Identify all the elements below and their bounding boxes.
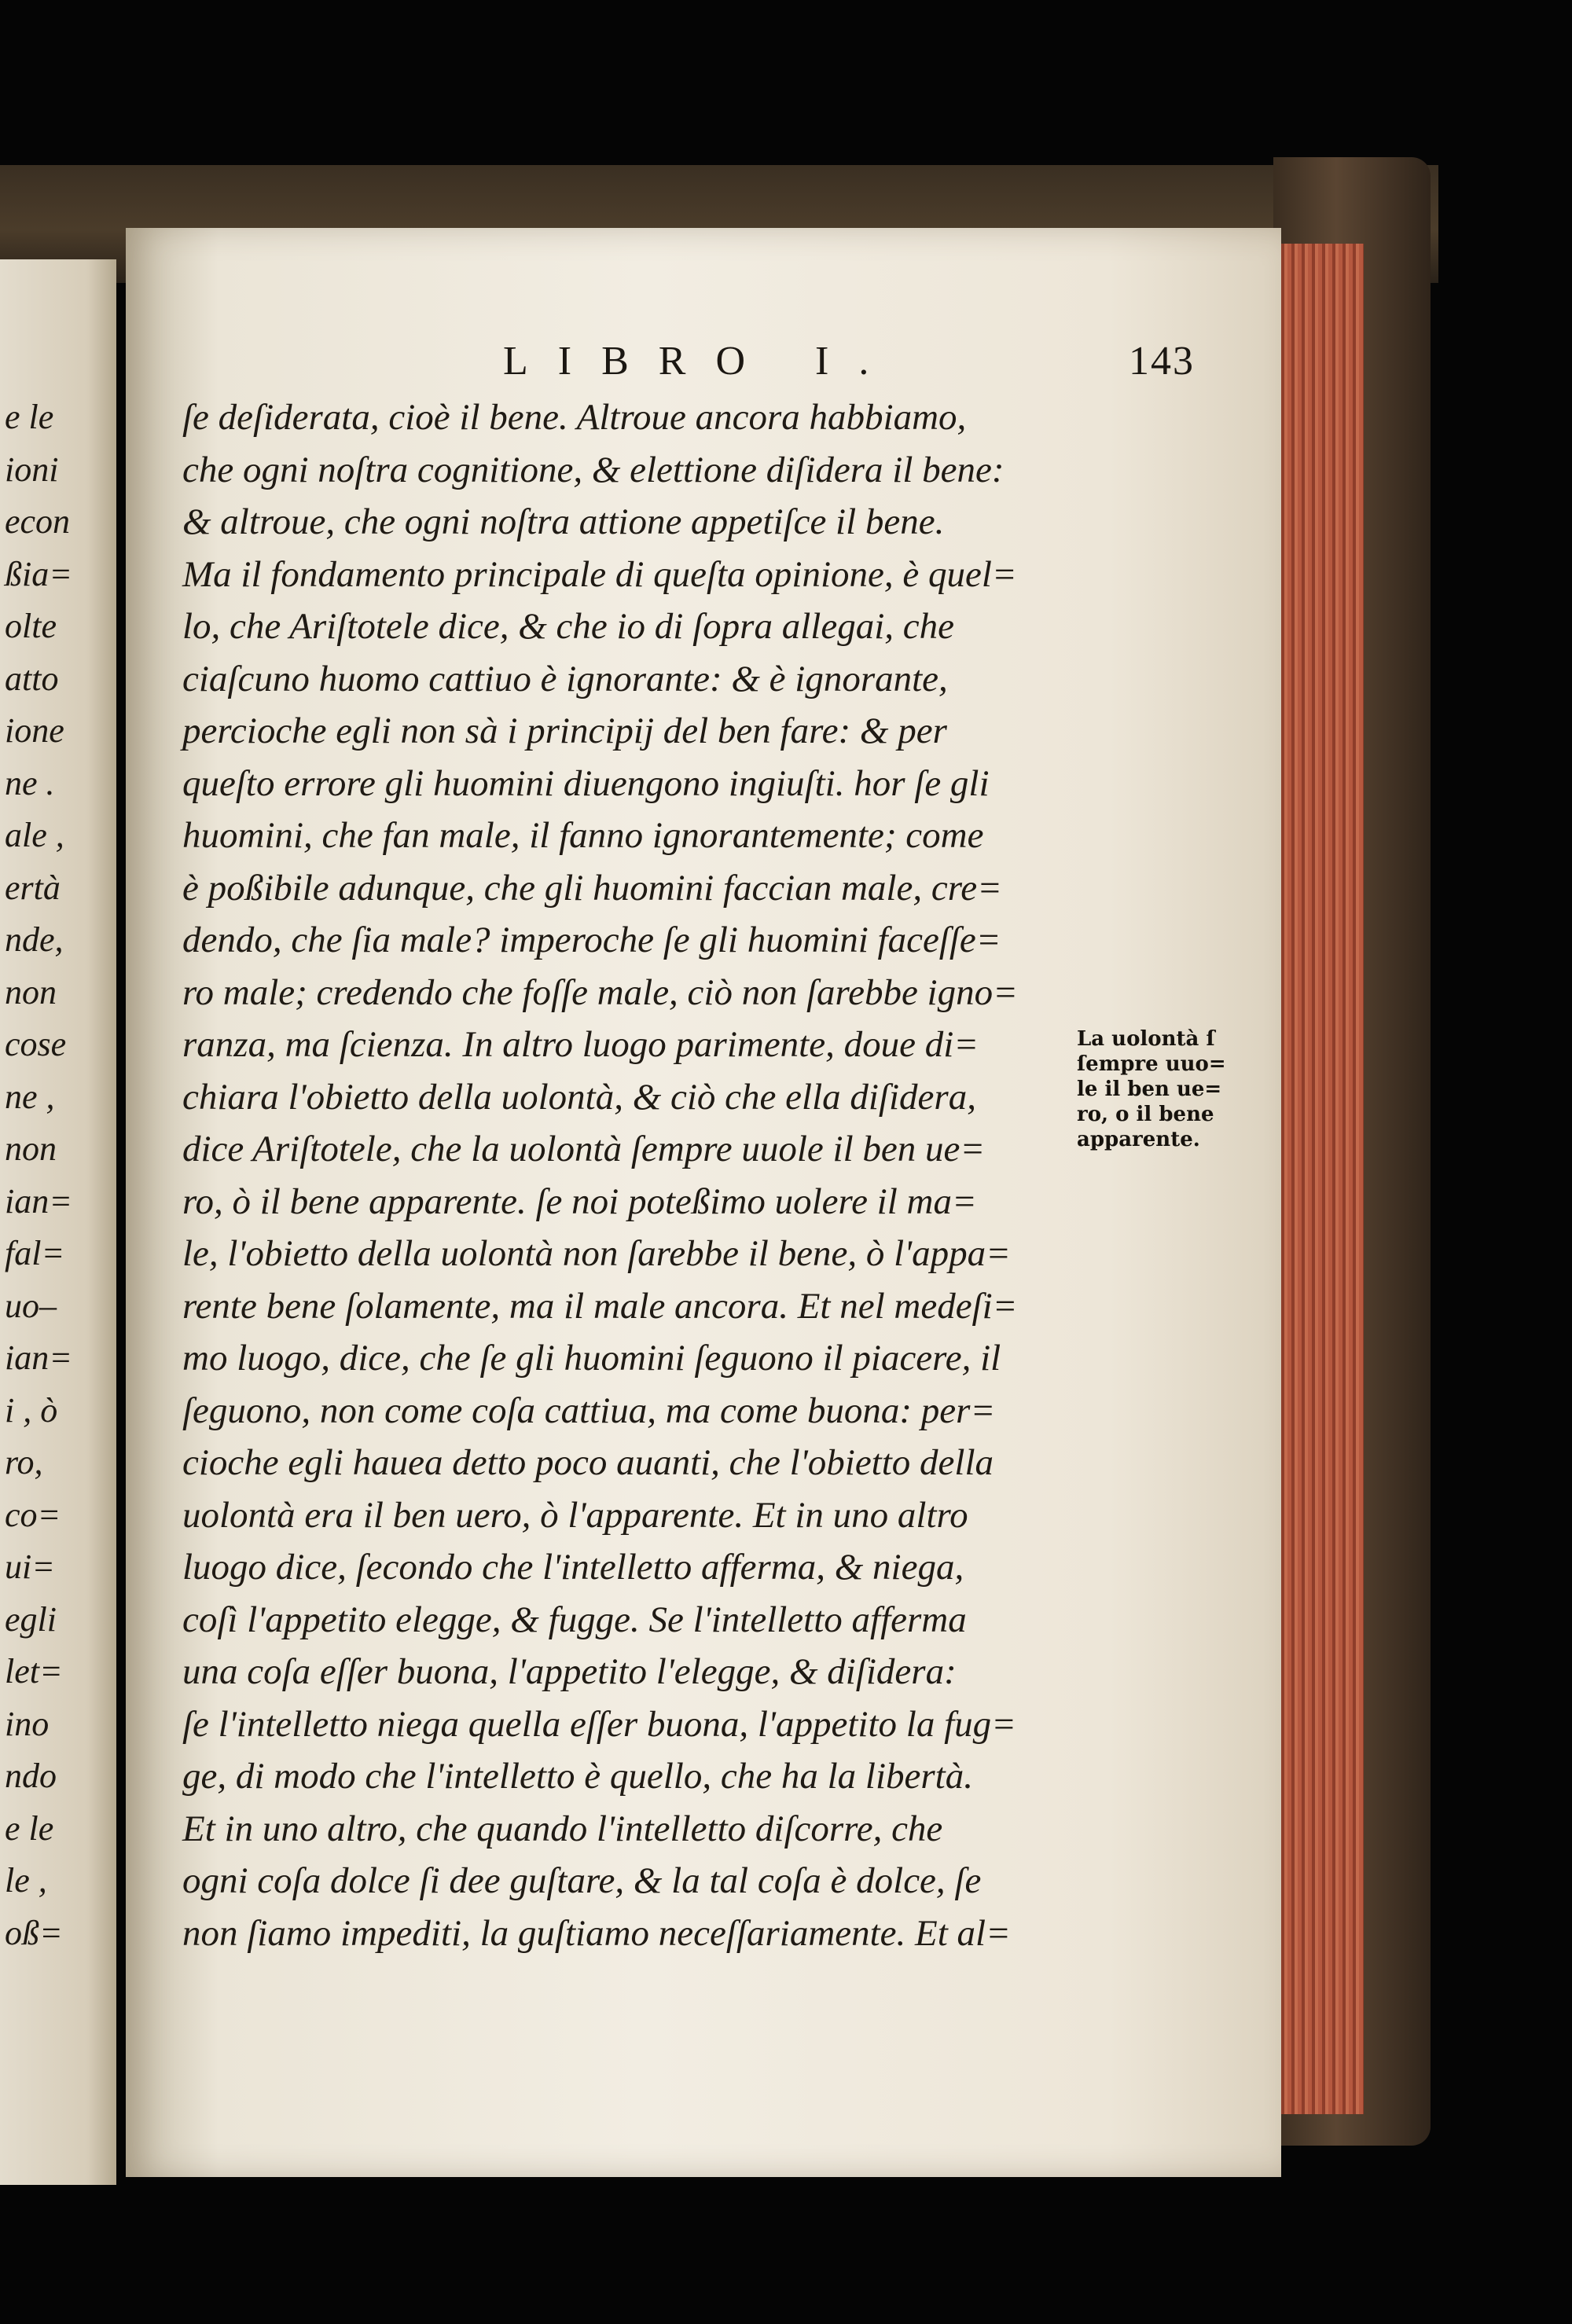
text-line: Ma il fondamento principale di queſta opinione, è quel= [182,553,1017,595]
text-line: ro, ò il bene apparente. ſe noi poteßimo uolere il ma= [182,1180,977,1222]
left-text-fragment: ian= [5,1338,72,1377]
left-text-fragment: non [5,972,57,1011]
text-line: dendo, che ſia male? imperoche ſe gli huomini faceſſe= [182,920,1001,960]
left-text-fragment: oß= [5,1913,63,1952]
left-text-fragment: ui= [5,1547,55,1586]
left-text-fragment: olte [5,607,57,645]
text-line: cioche egli hauea detto poco auanti, che l'obietto della [182,1442,994,1483]
text-line: luogo dice, ſecondo che l'intelletto afferma, & niega, [182,1547,964,1588]
text-line: ciaſcuno huomo cattiuo è ignorante: & è ignorante, [182,658,948,699]
text-line: & altroue, che ogni noſtra attione appetiſce il bene. [182,501,945,542]
left-text-fragment: ioni [5,450,59,489]
running-head [503,338,1195,385]
margin-note-line: apparente. [1077,1128,1200,1151]
left-text-fragment: ale , [5,816,64,854]
text-line: ranza, ma ſcienza. In altro luogo parimente, doue di= [182,1024,979,1065]
right-page [126,228,1281,2177]
page-number: 143 [1129,339,1195,384]
left-text-fragment: ßia= [5,554,72,593]
text-line: una coſa eſſer buona, l'appetito l'elegge, & diſidera: [182,1651,957,1692]
left-text-fragment: ne . [5,763,55,802]
left-text-fragment: ian= [5,1181,72,1221]
left-text-fragment: uo– [5,1286,57,1325]
left-text-fragment: fal= [5,1234,65,1272]
text-line: mo luogo, dice, che ſe gli huomini ſeguono il piacere, il [182,1338,1001,1379]
text-line: queſto errore gli huomini diuengono ingiuſti. hor ſe gli [182,762,990,804]
text-line: percioche egli non sà i principij del ben fare: & per [182,710,947,751]
page-edges [1277,244,1364,2114]
body-text [182,391,1196,1959]
margin-note-line: ro, o il bene [1077,1103,1214,1126]
left-text-fragment: ione [5,711,64,750]
left-text-fragment: ndo [5,1757,57,1795]
left-text-fragment: ertà [5,868,61,907]
left-text-fragment: le , [5,1861,47,1900]
left-page-text [0,259,116,1959]
text-line: uolontà era il ben uero, ò l'apparente. Et in uno altro [182,1494,968,1536]
text-line: lo, che Ariſtotele dice, & che io di ſopra allegai, che [182,606,954,647]
text-line: ro male; credendo che foſſe male, ciò non ſarebbe igno= [182,971,1018,1013]
text-line: Et in uno altro, che quando l'intelletto diſcorre, che [182,1808,943,1849]
text-line: è poßibile adunque, che gli huomini faccian male, cre= [182,867,1002,909]
left-text-fragment: ne , [5,1077,55,1116]
left-text-fragment: nde, [5,920,64,959]
text-line: le, l'obietto della uolontà non ſarebbe il bene, ò l'appa= [182,1233,1011,1274]
text-line: ſe l'intelletto niega quella eſſer buona, l'appetito la fug= [182,1703,1016,1745]
left-text-fragment: atto [5,659,59,698]
left-text-fragment: e le [5,1808,54,1848]
left-text-fragment: cose [5,1025,67,1063]
text-line: dice Ariſtotele, che la uolontà ſempre uuole il ben ue= [182,1129,986,1169]
left-text-fragment: egli [5,1599,57,1639]
left-text-fragment: e le [5,398,54,436]
left-text-fragment: i , ò [5,1390,58,1430]
left-text-fragment: non [5,1129,57,1168]
text-line: ogni coſa dolce ſi dee guſtare, & la tal coſa è dolce, ſe [182,1860,982,1901]
text-line: coſì l'appetito elegge, & fugge. Se l'intelletto afferma [182,1599,967,1640]
text-line: ſe deſiderata, cioè il bene. Altroue ancora habbiamo, [182,397,967,438]
left-text-fragment: let= [5,1652,63,1691]
text-line: non ſiamo impediti, la guſtiamo neceſſariamente. Et al= [182,1912,1011,1954]
running-title: LIBRO I. [503,339,899,384]
text-line: chiara l'obietto della uolontà, & ciò che ella diſidera, [182,1076,976,1118]
margin-note-line: le il ben ue= [1077,1078,1222,1101]
left-text-fragment: ino [5,1704,50,1743]
text-line: huomini, che fan male, il fanno ignorantemente; come [182,815,984,856]
margin-note-line: La uolontà ſ [1077,1027,1215,1051]
text-line: ge, di modo che l'intelletto è quello, che ha la libertà. [182,1756,973,1797]
text-line: rente bene ſolamente, ma il male ancora. Et nel medeſi= [182,1285,1018,1327]
text-line: che ogni noſtra cognitione, & elettione diſidera il bene: [182,449,1005,490]
left-text-fragment: co= [5,1495,61,1534]
left-page [0,259,116,2185]
margin-note [1077,1026,1258,1152]
left-text-fragment: econ [5,502,71,541]
left-text-fragment: ro, [5,1443,43,1481]
margin-note-line: ſempre uuo= [1077,1052,1226,1076]
text-line: ſeguono, non come coſa cattiua, ma come buona: per= [182,1390,996,1431]
